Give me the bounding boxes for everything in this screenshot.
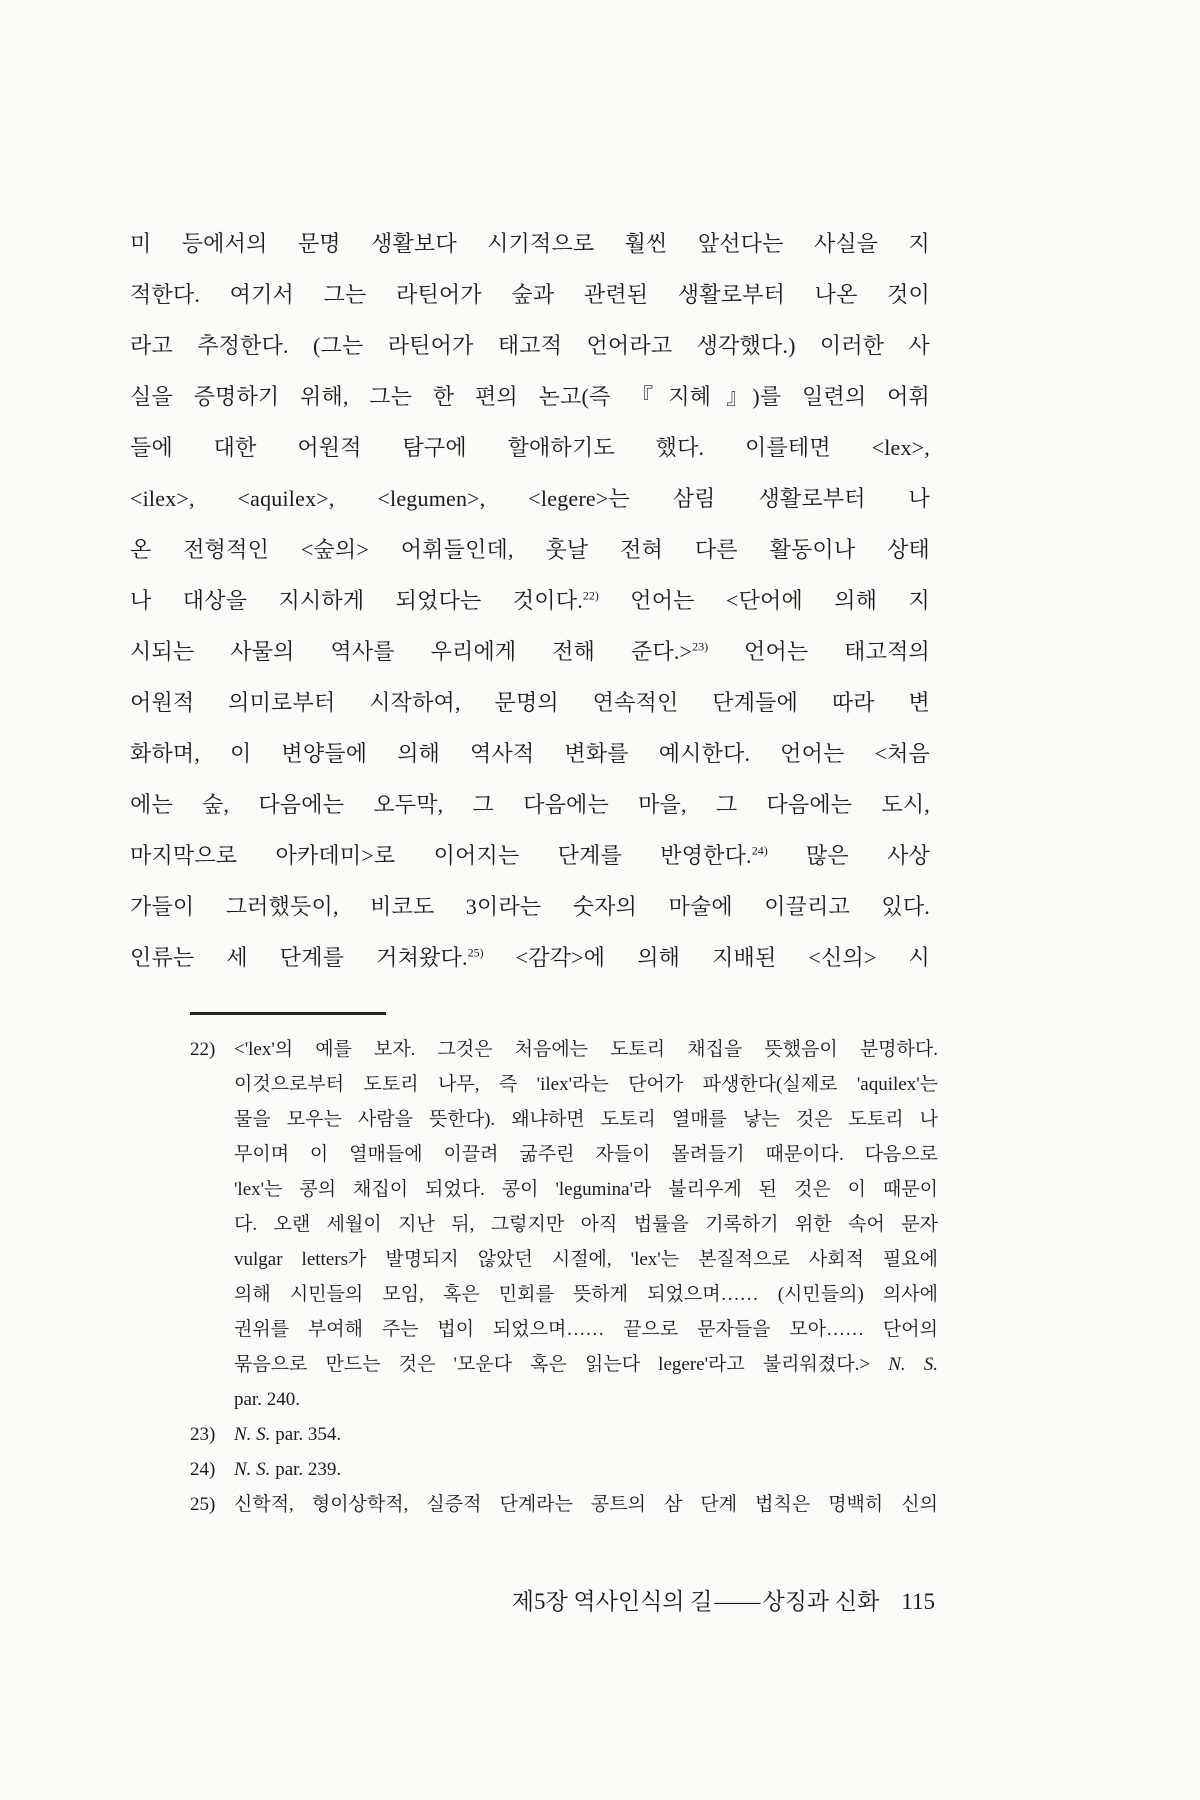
body-line-text: 라고 추정한다. (그는 라틴어가 태고적 언어라고 생각했다.) 이러한 사 bbox=[130, 333, 930, 358]
footnote-marker: 22) bbox=[190, 1039, 216, 1060]
footnote-text bbox=[234, 1032, 938, 1067]
footnote-citation: N. S. bbox=[888, 1354, 938, 1375]
body-line-text: <ilex>, <aquilex>, <legumen>, <legere>는 삼림 생활로부터 나 bbox=[130, 486, 930, 511]
body-line bbox=[130, 677, 930, 728]
footnote-text-part: 다. 오랜 세월이 지난 뒤, 그렇지만 아직 법률을 기록하기 위한 속어 문자 bbox=[234, 1214, 938, 1235]
footnote-line bbox=[190, 1382, 938, 1417]
footnote-line bbox=[190, 1312, 938, 1347]
footnote-marker bbox=[190, 1137, 234, 1172]
body-line-text: 미 등에서의 문명 생활보다 시기적으로 훨씬 앞선다는 사실을 지 bbox=[130, 231, 930, 256]
body-line-text: 실을 증명하기 위해, 그는 한 편의 논고(즉 『지혜』)를 일련의 어휘 bbox=[130, 384, 930, 409]
footnote-marker: 23) bbox=[190, 1424, 216, 1445]
footnote-text-part: 의해 시민들의 모임, 혹은 민회를 뜻하게 되었으며…… (시민들의) 의사에 bbox=[234, 1284, 938, 1305]
footnote-line bbox=[190, 1067, 938, 1102]
body-line-text: 화하며, 이 변양들에 의해 역사적 변화를 예시한다. 언어는 <처음 bbox=[130, 741, 930, 766]
footnote-text bbox=[234, 1067, 938, 1102]
body-line bbox=[130, 422, 930, 473]
footnote-text bbox=[234, 1102, 938, 1137]
footnote-text bbox=[234, 1137, 938, 1172]
body-line-text: <감각>에 의해 지배된 <신의> 시 bbox=[483, 945, 930, 970]
footnote-line bbox=[190, 1207, 938, 1242]
footnote-section bbox=[190, 1032, 938, 1522]
body-line bbox=[130, 218, 930, 269]
body-line-text: 많은 사상 bbox=[767, 843, 930, 868]
body-line-text: 인류는 세 단계를 거쳐왔다. bbox=[130, 945, 468, 970]
footer-dash: —— bbox=[714, 1589, 761, 1614]
footnote-text-part: par. 239. bbox=[270, 1459, 342, 1480]
footnote-marker bbox=[190, 1067, 234, 1102]
body-line-text: 언어는 태고적의 bbox=[708, 639, 930, 664]
body-line bbox=[130, 779, 930, 830]
body-line bbox=[130, 575, 930, 626]
body-line bbox=[130, 626, 930, 677]
body-line-text: 들에 대한 어원적 탐구에 할애하기도 했다. 이를테면 <lex>, bbox=[130, 435, 930, 460]
body-paragraph bbox=[130, 218, 930, 983]
body-line bbox=[130, 473, 930, 524]
page-number: 115 bbox=[901, 1589, 935, 1614]
footnote-line bbox=[190, 1277, 938, 1312]
chapter-title: 제5장 역사인식의 길 bbox=[511, 1589, 713, 1614]
body-line-text: 적한다. 여기서 그는 라틴어가 숲과 관련된 생활로부터 나온 것이 bbox=[130, 282, 930, 307]
footnote-ref-25: 25) bbox=[467, 945, 484, 960]
footnote-citation: N. S. bbox=[234, 1459, 271, 1480]
body-line bbox=[130, 269, 930, 320]
footnote-text bbox=[234, 1382, 938, 1417]
footnote-marker bbox=[190, 1312, 234, 1347]
body-line-text: 어원적 의미로부터 시작하여, 문명의 연속적인 단계들에 따라 변 bbox=[130, 690, 930, 715]
body-line bbox=[130, 524, 930, 575]
footnote-marker bbox=[190, 1102, 234, 1137]
footnote-text-part: 권위를 부여해 주는 법이 되었으며…… 끝으로 문자들을 모아…… 단어의 bbox=[234, 1319, 938, 1340]
body-line-text: 언어는 <단어에 의해 지 bbox=[598, 588, 930, 613]
footnote-marker: 24) bbox=[190, 1459, 216, 1480]
footnote-text bbox=[234, 1172, 938, 1207]
footnote-line bbox=[190, 1032, 938, 1067]
footnote-text bbox=[234, 1417, 938, 1452]
footnote-text-part: <'lex'의 예를 보자. 그것은 처음에는 도토리 채집을 뜻했음이 분명하다. bbox=[234, 1039, 938, 1060]
footnote-text bbox=[234, 1242, 938, 1277]
footnote-marker bbox=[190, 1207, 234, 1242]
footnote-text bbox=[234, 1312, 938, 1347]
footnote-ref-22: 22) bbox=[582, 588, 599, 603]
body-line bbox=[130, 320, 930, 371]
footnote-text-part: 'lex'는 콩의 채집이 되었다. 콩이 'legumina'라 불리우게 된 것은 이 때문이 bbox=[234, 1179, 938, 1200]
body-line-text: 에는 숲, 다음에는 오두막, 그 다음에는 마을, 그 다음에는 도시, bbox=[130, 792, 930, 817]
footnote-citation: N. S. bbox=[234, 1424, 271, 1445]
section-title: 상징과 신화 bbox=[762, 1589, 880, 1614]
footnote-text-part: 묶음으로 만드는 것은 '모운다 혹은 읽는다 legere'라고 불리워졌다.> bbox=[234, 1354, 889, 1375]
footnote-text-part: par. 354. bbox=[270, 1424, 342, 1445]
body-line bbox=[130, 728, 930, 779]
footnote-line bbox=[190, 1242, 938, 1277]
footnote-line bbox=[190, 1417, 938, 1452]
footnote-text bbox=[234, 1347, 938, 1382]
footnote-line bbox=[190, 1172, 938, 1207]
footnote-text-part: 신학적, 형이상학적, 실증적 단계라는 콩트의 삼 단계 법칙은 명백히 신의 bbox=[234, 1494, 938, 1515]
footnote-text bbox=[234, 1277, 938, 1312]
footnote-marker bbox=[190, 1382, 234, 1417]
footnote-marker bbox=[190, 1277, 234, 1312]
footnote-line bbox=[190, 1487, 938, 1522]
body-line-text: 시되는 사물의 역사를 우리에게 전해 준다.> bbox=[130, 639, 693, 664]
body-line-text: 마지막으로 아카데미>로 이어지는 단계를 반영한다. bbox=[130, 843, 752, 868]
footnote-text-part: 이것으로부터 도토리 나무, 즉 'ilex'라는 단어가 파생한다(실제로 'aquilex'는 bbox=[234, 1074, 938, 1095]
footnote-line bbox=[190, 1452, 938, 1487]
footnote-marker: 25) bbox=[190, 1494, 216, 1515]
footnote-text-part: 무이며 이 열매들에 이끌려 굶주린 자들이 몰려들기 때문이다. 다음으로 bbox=[234, 1144, 938, 1165]
footnote-text-part: par. 240. bbox=[234, 1389, 300, 1410]
footnote-ref-23: 23) bbox=[692, 639, 709, 654]
footnote-marker bbox=[190, 1172, 234, 1207]
footnote-text bbox=[234, 1452, 938, 1487]
body-line-text: 나 대상을 지시하게 되었다는 것이다. bbox=[130, 588, 583, 613]
body-line-text: 가들이 그러했듯이, 비코도 3이라는 숫자의 마술에 이끌리고 있다. bbox=[130, 894, 930, 919]
footnote-divider bbox=[190, 1012, 386, 1015]
body-line bbox=[130, 830, 930, 881]
body-line-text: 온 전형적인 <숲의> 어휘들인데, 훗날 전혀 다른 활동이나 상태 bbox=[130, 537, 930, 562]
footnote-line bbox=[190, 1347, 938, 1382]
footnote-text bbox=[234, 1487, 938, 1522]
footnote-text-part: vulgar letters가 발명되지 않았던 시절에, 'lex'는 본질적으로 사회적 필요에 bbox=[234, 1249, 938, 1270]
footnote-text-part: 물을 모우는 사람을 뜻한다). 왜냐하면 도토리 열매를 낳는 것은 도토리 나 bbox=[234, 1109, 938, 1130]
body-line bbox=[130, 371, 930, 422]
footnote-text bbox=[234, 1207, 938, 1242]
footnote-marker bbox=[190, 1347, 234, 1382]
footnote-line bbox=[190, 1102, 938, 1137]
body-line bbox=[130, 881, 930, 932]
footnote-marker bbox=[190, 1242, 234, 1277]
footnote-line bbox=[190, 1137, 938, 1172]
running-footer bbox=[0, 1585, 935, 1619]
body-line bbox=[130, 932, 930, 983]
footnote-ref-24: 24) bbox=[751, 843, 768, 858]
